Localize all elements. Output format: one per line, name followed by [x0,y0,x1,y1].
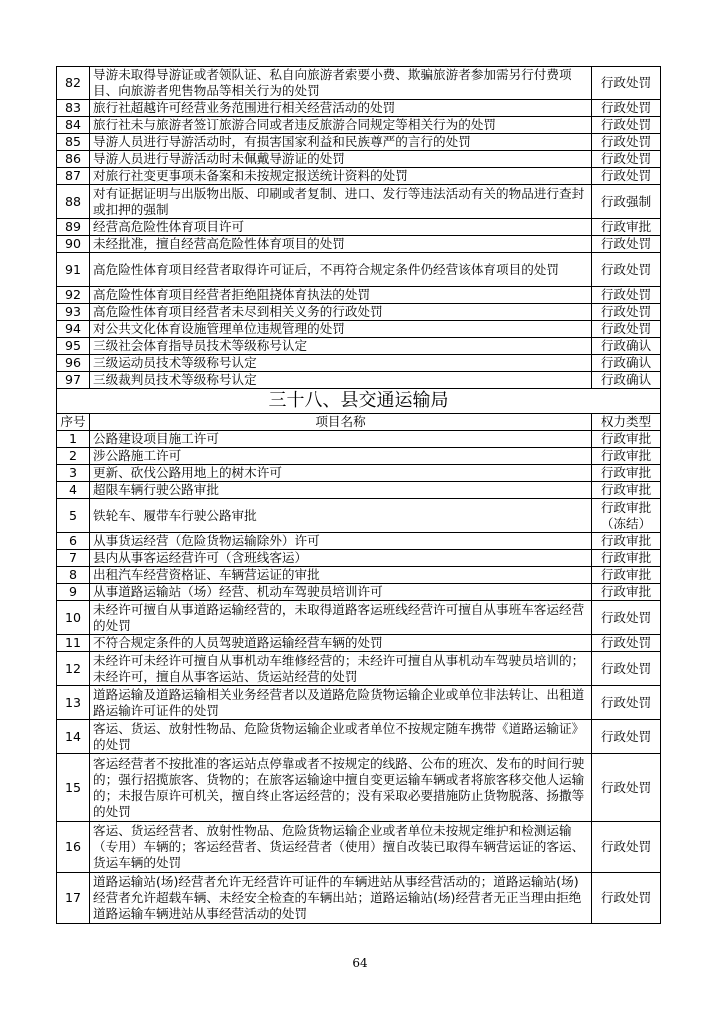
item-name: 导游未取得导游证或者领队证、私自向旅游者索要小费、欺骗旅游者参加需另行付费项目、向旅游者兜售物品等相关行为的处罚 [90,67,592,100]
item-name: 超限车辆行驶公路审批 [90,482,592,499]
row-number: 82 [57,67,90,100]
table-row [57,151,661,168]
row-number: 2 [57,448,90,465]
table-row [57,822,661,873]
power-type: 行政审批 [592,431,661,448]
power-type: 行政处罚 [592,168,661,185]
row-number: 11 [57,635,90,652]
transport-rows [57,431,661,924]
power-type: 行政审批 [592,533,661,550]
row-number: 15 [57,754,90,822]
item-name: 公路建设项目施工许可 [90,431,592,448]
table-row [57,236,661,253]
table-row [57,652,661,686]
item-name: 旅行社超越许可经营业务范围进行相关经营活动的处罚 [90,100,592,117]
row-number: 94 [57,321,90,338]
power-type: 行政审批 [592,465,661,482]
row-number: 3 [57,465,90,482]
row-number: 12 [57,652,90,686]
table-row [57,686,661,720]
item-name: 铁轮车、履带车行驶公路审批 [90,499,592,533]
power-type: 行政审批（冻结） [592,499,661,533]
item-name: 涉公路施工许可 [90,448,592,465]
table-row [57,287,661,304]
power-type: 行政处罚 [592,151,661,168]
power-type: 行政处罚 [592,686,661,720]
table-row [57,253,661,287]
table-row [57,117,661,134]
table-row [57,134,661,151]
header-type: 权力类型 [592,414,661,431]
table-row [57,219,661,236]
item-name: 未经许可未经许可擅自从事机动车维修经营的；未经许可擅自从事机动车驾驶员培训的；未经许可，擅自从事客运站、货运站经营的处罚 [90,652,592,686]
power-list-table [56,66,661,924]
table-row [57,482,661,499]
culture-tourism-rows [57,67,661,389]
power-type: 行政审批 [592,448,661,465]
row-number: 10 [57,601,90,635]
item-name: 道路运输站(场)经营者允许无经营许可证件的车辆进站从事经营活动的；道路运输站(场)经营者允许超载车辆、未经安全检查的车辆出站；道路运输站(场)经营者无正当理由拒绝道路运输车辆进站从事经营活动的处罚 [90,873,592,924]
row-number: 5 [57,499,90,533]
power-type: 行政审批 [592,482,661,499]
power-type: 行政处罚 [592,720,661,754]
table-row [57,567,661,584]
power-type: 行政处罚 [592,304,661,321]
power-type: 行政确认 [592,355,661,372]
item-name: 出租汽车经营资格证、车辆营运证的审批 [90,567,592,584]
row-number: 92 [57,287,90,304]
header-name: 项目名称 [90,414,592,431]
item-name: 三级社会体育指导员技术等级称号认定 [90,338,592,355]
item-name: 高危险性体育项目经营者取得许可证后，不再符合规定条件仍经营该体育项目的处罚 [90,253,592,287]
table-row [57,185,661,219]
power-type: 行政审批 [592,219,661,236]
table-row [57,720,661,754]
item-name: 未经许可擅自从事道路运输经营的，未取得道路客运班线经营许可擅自从事班车客运经营的处罚 [90,601,592,635]
item-name: 客运、货运经营者、放射性物品、危险货物运输企业或者单位未按规定维护和检测运输（专用）车辆的；客运经营者、货运经营者（使用）擅自改装已取得车辆营运证的客运、货运车辆的处罚 [90,822,592,873]
table-row [57,635,661,652]
item-name: 未经批准，擅自经营高危险性体育项目的处罚 [90,236,592,253]
table-row [57,465,661,482]
item-name: 导游人员进行导游活动时，有损害国家利益和民族尊严的言行的处罚 [90,134,592,151]
power-type: 行政确认 [592,372,661,389]
item-name: 客运、货运、放射性物品、危险货物运输企业或者单位不按规定随车携带《道路运输证》的处罚 [90,720,592,754]
row-number: 96 [57,355,90,372]
table-row [57,100,661,117]
row-number: 95 [57,338,90,355]
power-type: 行政处罚 [592,253,661,287]
section-title-row [57,389,661,414]
power-type: 行政处罚 [592,117,661,134]
table-row [57,499,661,533]
section-transport [57,389,661,431]
item-name: 道路运输及道路运输相关业务经营者以及道路危险货物运输企业或单位非法转让、出租道路运输许可证件的处罚 [90,686,592,720]
power-type: 行政处罚 [592,236,661,253]
row-number: 14 [57,720,90,754]
power-type: 行政处罚 [592,287,661,304]
table-row [57,372,661,389]
row-number: 1 [57,431,90,448]
item-name: 不符合规定条件的人员驾驶道路运输经营车辆的处罚 [90,635,592,652]
power-type: 行政处罚 [592,321,661,338]
row-number: 83 [57,100,90,117]
row-number: 17 [57,873,90,924]
row-number: 84 [57,117,90,134]
power-type: 行政处罚 [592,67,661,100]
row-number: 85 [57,134,90,151]
table-row [57,321,661,338]
table-row [57,601,661,635]
row-number: 88 [57,185,90,219]
table-row [57,355,661,372]
item-name: 三级裁判员技术等级称号认定 [90,372,592,389]
item-name: 高危险性体育项目经营者未尽到相关义务的行政处罚 [90,304,592,321]
row-number: 91 [57,253,90,287]
table-row [57,754,661,822]
item-name: 高危险性体育项目经营者拒绝阻挠体育执法的处罚 [90,287,592,304]
item-name: 经营高危险性体育项目许可 [90,219,592,236]
power-type: 行政处罚 [592,134,661,151]
row-number: 7 [57,550,90,567]
row-number: 89 [57,219,90,236]
row-number: 6 [57,533,90,550]
table-row [57,584,661,601]
table-row [57,67,661,100]
page-number: 64 [352,956,368,970]
table-row [57,550,661,567]
power-type: 行政处罚 [592,754,661,822]
item-name: 导游人员进行导游活动时未佩戴导游证的处罚 [90,151,592,168]
row-number: 86 [57,151,90,168]
item-name: 对旅行社变更事项未备案和未按规定报送统计资料的处罚 [90,168,592,185]
row-number: 87 [57,168,90,185]
power-type: 行政确认 [592,338,661,355]
row-number: 16 [57,822,90,873]
item-name: 对有证据证明与出版物出版、印刷或者复制、进口、发行等违法活动有关的物品进行查封或扣押的强制 [90,185,592,219]
item-name: 从事道路运输站（场）经营、机动车驾驶员培训许可 [90,584,592,601]
power-type: 行政处罚 [592,100,661,117]
table-header-row [57,414,661,431]
power-type: 行政审批 [592,584,661,601]
power-type: 行政处罚 [592,652,661,686]
power-type: 行政处罚 [592,822,661,873]
section-title: 三十八、县交通运输局 [57,389,661,414]
item-name: 客运经营者不按批准的客运站点停靠或者不按规定的线路、公布的班次、发布的时间行驶的；强行招揽旅客、货物的；在旅客运输途中擅自变更运输车辆或者将旅客移交他人运输的；未报告原许可机关，擅自终止客运经营的；没有采取必要措施防止货物脱落、扬撒等的处罚 [90,754,592,822]
power-type: 行政强制 [592,185,661,219]
item-name: 更新、砍伐公路用地上的树木许可 [90,465,592,482]
row-number: 90 [57,236,90,253]
table-row [57,168,661,185]
table-row [57,448,661,465]
header-no: 序号 [57,414,90,431]
row-number: 8 [57,567,90,584]
table-row [57,304,661,321]
power-type: 行政处罚 [592,635,661,652]
power-type: 行政处罚 [592,873,661,924]
item-name: 三级运动员技术等级称号认定 [90,355,592,372]
row-number: 13 [57,686,90,720]
power-type: 行政处罚 [592,601,661,635]
power-type: 行政审批 [592,567,661,584]
row-number: 93 [57,304,90,321]
item-name: 县内从事客运经营许可（含班线客运） [90,550,592,567]
item-name: 旅行社未与旅游者签订旅游合同或者违反旅游合同规定等相关行为的处罚 [90,117,592,134]
row-number: 9 [57,584,90,601]
table-row [57,533,661,550]
row-number: 4 [57,482,90,499]
item-name: 从事货运经营（危险货物运输除外）许可 [90,533,592,550]
table-row [57,873,661,924]
power-type: 行政审批 [592,550,661,567]
row-number: 97 [57,372,90,389]
table-row [57,338,661,355]
item-name: 对公共文化体育设施管理单位违规管理的处罚 [90,321,592,338]
table-row [57,431,661,448]
